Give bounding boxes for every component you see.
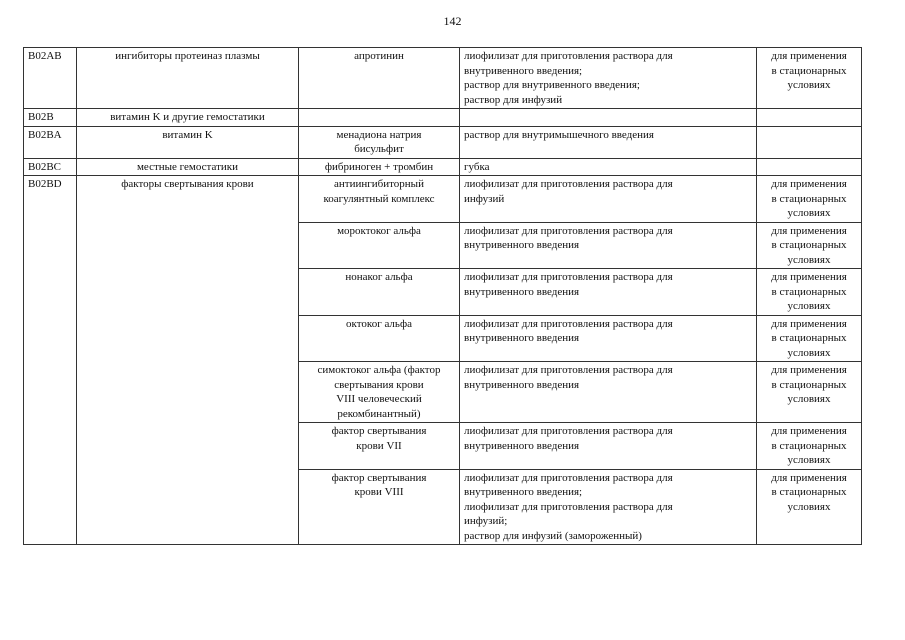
usage-note-line: условиях — [787, 253, 831, 266]
drug-name-line: фибриноген + тромбин — [324, 160, 434, 173]
dosage-form-line: лиофилизат для приготовления раствора для — [464, 271, 673, 283]
usage-note-cell — [757, 423, 862, 470]
dosage-form-line: лиофилизат для приготовления раствора для — [464, 178, 673, 190]
usage-note-line: для применения — [771, 364, 847, 376]
atc-code-cell: B02BC — [24, 158, 77, 176]
drug-name-line: апротинин — [354, 50, 404, 62]
dosage-form-cell — [460, 315, 757, 362]
dosage-form-line: внутривенного введения — [464, 332, 580, 344]
dosage-form-cell — [460, 176, 757, 223]
dosage-form-line: внутривенного введения — [464, 239, 580, 251]
drug-name-line: менадиона натрия — [336, 128, 422, 141]
drug-name-line: антиингибиторный — [334, 178, 424, 190]
dosage-form-line: лиофилизат для приготовления раствора для — [464, 425, 673, 437]
dosage-form-line: лиофилизат для приготовления раствора для — [464, 364, 673, 376]
usage-note-cell — [757, 222, 862, 269]
atc-code-cell: B02BA — [24, 126, 77, 158]
drug-table — [23, 47, 862, 545]
dosage-form-line: лиофилизат для приготовления раствора для — [464, 317, 673, 330]
table-row — [24, 176, 862, 223]
dosage-form-line: внутривенного введения; — [464, 64, 583, 77]
drug-name-line: крови VIII — [354, 486, 404, 498]
drug-name-cell — [299, 48, 460, 109]
drug-name-cell — [299, 158, 460, 176]
usage-note-cell — [757, 126, 862, 158]
usage-note-cell — [757, 315, 862, 362]
usage-note-line: для применения — [771, 471, 847, 484]
usage-note-line: условиях — [787, 300, 831, 312]
drug-name-line: VIII человеческий — [336, 393, 422, 405]
table-body — [24, 48, 862, 545]
usage-note-cell — [757, 48, 862, 109]
drug-name-line: симоктоког альфа (фактор — [317, 364, 441, 376]
dosage-form-line: раствор для инфузий (замороженный) — [464, 529, 642, 542]
dosage-form-line: лиофилизат для приготовления раствора для — [464, 471, 673, 484]
usage-note-line: в стационарных — [771, 332, 847, 344]
drug-name-cell — [299, 423, 460, 470]
anatomical-group-cell: витамин K — [77, 126, 299, 158]
usage-note-line: условиях — [787, 207, 831, 219]
dosage-form-cell — [460, 222, 757, 269]
anatomical-group-cell: ингибиторы протеиназ плазмы — [77, 48, 299, 109]
usage-note-line: в стационарных — [771, 486, 847, 498]
drug-name-cell — [299, 126, 460, 158]
usage-note-line: условиях — [787, 79, 831, 91]
drug-name-cell — [299, 109, 460, 127]
drug-name-line: коагулянтный комплекс — [323, 192, 435, 205]
anatomical-group-cell: местные гемостатики — [77, 158, 299, 176]
dosage-form-cell — [460, 48, 757, 109]
usage-note-line: для применения — [771, 50, 847, 62]
usage-note-cell — [757, 362, 862, 423]
usage-note-cell — [757, 158, 862, 176]
drug-name-cell — [299, 315, 460, 362]
drug-name-line: свертывания крови — [334, 378, 424, 391]
usage-note-line: в стационарных — [771, 285, 847, 298]
atc-code-cell: B02B — [24, 109, 77, 127]
usage-note-cell — [757, 109, 862, 127]
usage-note-line: в стационарных — [771, 192, 847, 205]
dosage-form-line: внутривенного введения — [464, 378, 580, 391]
dosage-form-cell — [460, 469, 757, 545]
table-row — [24, 126, 862, 158]
usage-note-line: в стационарных — [771, 64, 847, 77]
usage-note-line: для применения — [771, 224, 847, 237]
usage-note-line: условиях — [787, 393, 831, 405]
dosage-form-cell — [460, 423, 757, 470]
page-number: 142 — [443, 14, 462, 28]
dosage-form-line: губка — [464, 160, 490, 173]
anatomical-group-cell: факторы свертывания крови — [77, 176, 299, 545]
dosage-form-cell — [460, 158, 757, 176]
dosage-form-line: внутривенного введения — [464, 439, 580, 452]
dosage-form-line: раствор для внутримышечного введения — [464, 128, 654, 141]
drug-name-line: рекомбинантный) — [337, 407, 421, 420]
usage-note-line: для применения — [771, 317, 847, 330]
usage-note-line: условиях — [787, 500, 831, 513]
dosage-form-line: инфузий — [464, 192, 505, 205]
atc-code-cell: B02AB — [24, 48, 77, 109]
drug-name-cell — [299, 176, 460, 223]
table-row — [24, 48, 862, 109]
dosage-form-cell — [460, 126, 757, 158]
usage-note-line: условиях — [787, 346, 831, 359]
drug-name-cell — [299, 222, 460, 269]
dosage-form-cell — [460, 362, 757, 423]
usage-note-line: в стационарных — [771, 239, 847, 251]
drug-name-line: фактор свертывания — [331, 471, 427, 484]
drug-name-line: нонаког альфа — [345, 271, 413, 283]
anatomical-group-cell: витамин K и другие гемостатики — [77, 109, 299, 127]
dosage-form-cell — [460, 269, 757, 316]
drug-name-line: мороктоког альфа — [337, 224, 421, 237]
dosage-form-line: лиофилизат для приготовления раствора для — [464, 50, 673, 62]
dosage-form-cell — [460, 109, 757, 127]
usage-note-line: для применения — [771, 425, 847, 437]
table-row — [24, 158, 862, 176]
dosage-form-line: лиофилизат для приготовления раствора для — [464, 500, 673, 513]
usage-note-cell — [757, 176, 862, 223]
dosage-form-line: лиофилизат для приготовления раствора для — [464, 224, 673, 237]
dosage-form-line: раствор для инфузий — [464, 93, 563, 106]
dosage-form-line: внутривенного введения; — [464, 486, 583, 498]
dosage-form-line: внутривенного введения — [464, 285, 580, 298]
usage-note-cell — [757, 469, 862, 545]
drug-name-line: октоког альфа — [346, 317, 412, 330]
usage-note-line: в стационарных — [771, 378, 847, 391]
drug-name-line: бисульфит — [354, 143, 404, 155]
usage-note-cell — [757, 269, 862, 316]
drug-name-line: крови VII — [356, 439, 402, 452]
drug-name-cell — [299, 362, 460, 423]
dosage-form-line: инфузий; — [464, 515, 508, 527]
usage-note-line: условиях — [787, 454, 831, 466]
drug-name-cell — [299, 269, 460, 316]
table-row — [24, 109, 862, 127]
dosage-form-line: раствор для внутривенного введения; — [464, 79, 640, 91]
drug-name-cell — [299, 469, 460, 545]
usage-note-line: в стационарных — [771, 439, 847, 452]
atc-code-cell: B02BD — [24, 176, 77, 545]
usage-note-line: для применения — [771, 271, 847, 283]
drug-name-line: фактор свертывания — [331, 425, 427, 437]
usage-note-line: для применения — [771, 178, 847, 190]
